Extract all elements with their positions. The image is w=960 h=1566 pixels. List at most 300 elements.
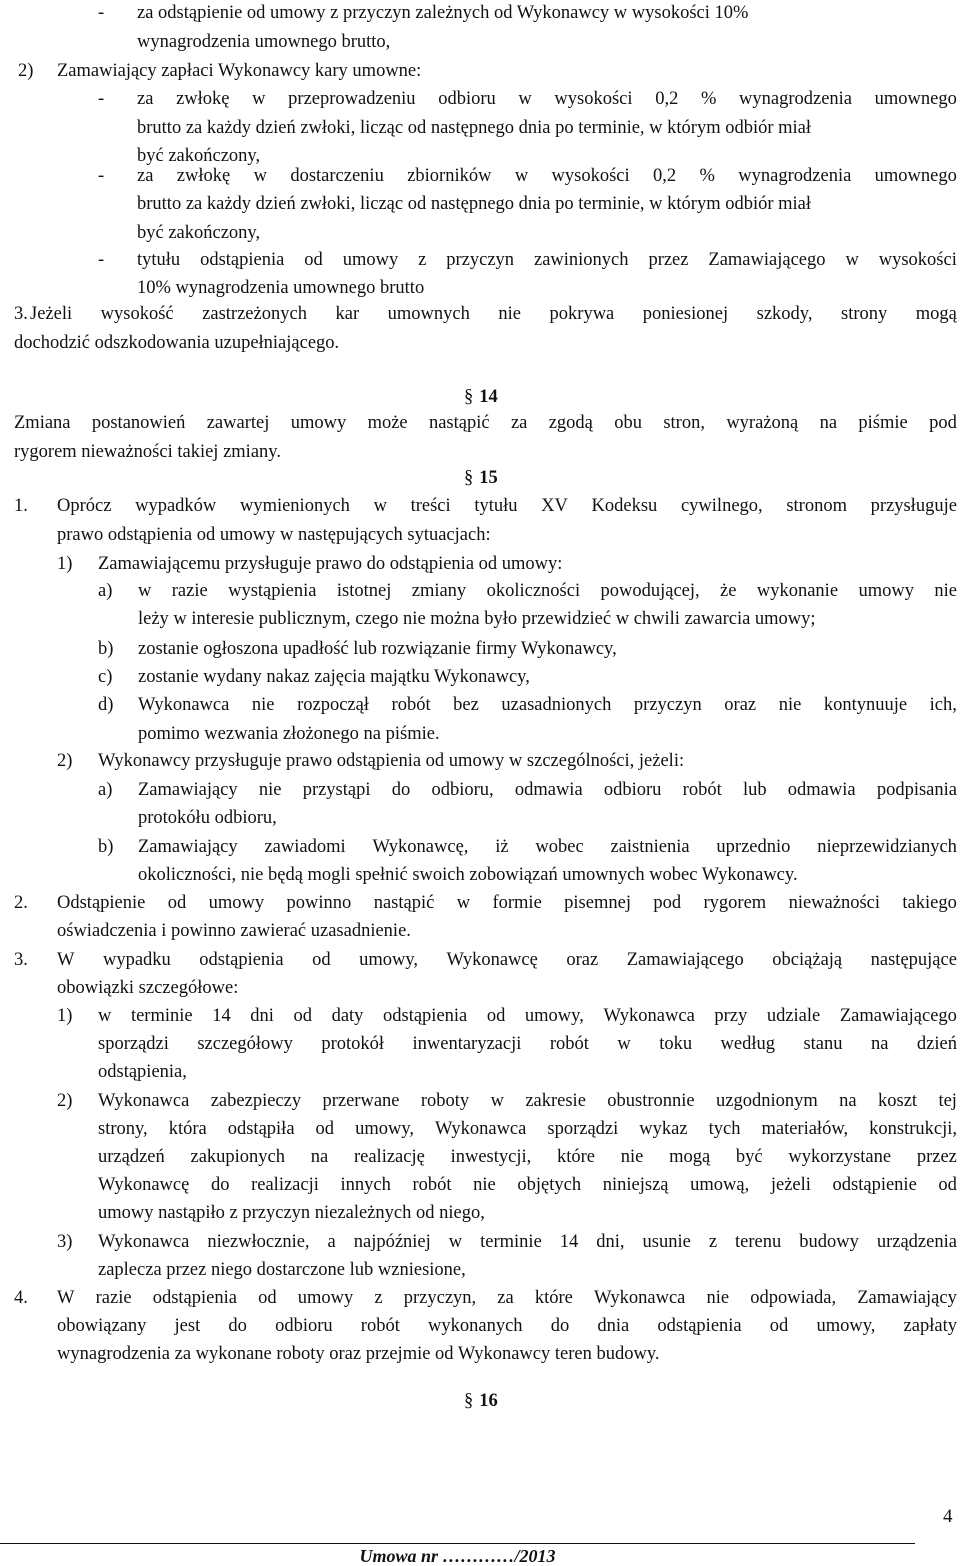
word: zakresie (525, 1091, 586, 1111)
word: wysokości (551, 166, 630, 186)
word: odbioru, (431, 780, 494, 800)
text-line: Wykonawcy przysługuje prawo odstąpienia od umowy w szczególności, jeżeli: (98, 751, 685, 771)
word: robót (412, 1175, 452, 1195)
word: uzgodnionym (716, 1091, 818, 1111)
word: nie (251, 695, 275, 715)
text-line: Zamawiającemu przysługuje prawo do odstąpienia od umowy: (98, 554, 563, 574)
word: poniesionej (642, 304, 729, 324)
word: daty (331, 1006, 364, 1026)
word: według (720, 1034, 775, 1054)
word: zwłokę (176, 166, 231, 186)
word: Wykonawca (138, 695, 230, 715)
text-line: leży w interesie publicznym, czego nie można było przewidzieć w chwili zawarcia umowy; (138, 609, 816, 629)
word: stron, (663, 413, 705, 433)
text-line: brutto za każdy dzień zwłoki, licząc od następnego dnia po terminie, w którym odbiór miał (137, 194, 812, 214)
word: zmiany (411, 581, 467, 601)
word: XV (541, 496, 568, 516)
text-line: 10% wynagrodzenia umownego brutto (137, 278, 425, 298)
word: obciążają (772, 950, 843, 970)
word: uprzednio (716, 837, 791, 857)
word: a (327, 1232, 336, 1252)
word: nieprzewidzianych (817, 837, 957, 857)
word: zwłokę (176, 89, 230, 109)
section-number: 16 (479, 1391, 498, 1411)
text-line (137, 251, 957, 270)
word: od (304, 250, 323, 270)
word: objętych (517, 1175, 582, 1195)
list-marker: 2. (14, 893, 28, 913)
word: za (137, 89, 154, 109)
text-line (98, 1176, 957, 1195)
text-line: okoliczności, nie będą mogli spełnić swoich zobowiązań umownych wobec Wykonawcy. (138, 865, 798, 885)
word: dni, (596, 1232, 625, 1252)
word: Zamawiającego (708, 250, 826, 270)
word: zbiorników (407, 166, 492, 186)
word: z (374, 1288, 383, 1308)
word: wykonanych (428, 1316, 523, 1336)
word: Zamawiający (138, 837, 238, 857)
word: okoliczności (486, 581, 581, 601)
word: nie (473, 1175, 496, 1195)
word: konstrukcji, (869, 1119, 957, 1139)
word: za (510, 413, 528, 433)
word: Wykonawcę (98, 1175, 190, 1195)
word: umowy (208, 893, 265, 913)
word: inwentaryzacji (412, 1034, 522, 1054)
word: umowy, (524, 1006, 584, 1026)
word: w (252, 89, 266, 109)
word: obu (614, 413, 642, 433)
word: najpóźniej (353, 1232, 431, 1252)
word: Wykonawca (603, 1006, 695, 1026)
word: od (167, 893, 187, 913)
text-line (137, 167, 957, 186)
word: odmawia (514, 780, 583, 800)
word: umową, (690, 1175, 750, 1195)
word: szkody, (756, 304, 813, 324)
text-line (57, 1289, 957, 1308)
text-line (138, 838, 957, 857)
word: na (839, 1091, 857, 1111)
section-symbol: § (464, 387, 474, 407)
text-line: rygorem nieważności takiej zmiany. (14, 442, 281, 462)
word: % (700, 89, 717, 109)
text-line: brutto za każdy dzień zwłoki, licząc od następnego dnia po terminie, w którym odbiór miał (137, 118, 812, 138)
word: obustronnie (607, 1091, 695, 1111)
word: niniejszą (602, 1175, 669, 1195)
word: koszt (878, 1091, 918, 1111)
word: jest (174, 1316, 201, 1336)
word: kontynuuje (823, 695, 908, 715)
text-line: zaplecza przez niego dostarczone lub wzniesione, (98, 1260, 466, 1280)
word: pod (653, 893, 682, 913)
text-line (98, 1233, 957, 1252)
section-heading (464, 1392, 498, 1411)
word: umownego (874, 166, 957, 186)
word: odstąpienia (199, 950, 284, 970)
word: umownego (874, 89, 957, 109)
word: wysokości (554, 89, 633, 109)
word: bez (453, 695, 479, 715)
word: na (819, 413, 838, 433)
word: powodującej, (600, 581, 700, 601)
word: odstąpienia (657, 1316, 742, 1336)
word: od (486, 1006, 506, 1026)
word: od (769, 1316, 789, 1336)
word: umowy (290, 413, 347, 433)
word: urządzeń (98, 1147, 165, 1167)
section-number: 15 (479, 468, 498, 488)
word: urządzenia (876, 1232, 957, 1252)
text-line: protokółu odbioru, (138, 808, 277, 828)
word: od (293, 1006, 312, 1026)
word: budowy (799, 1232, 859, 1252)
word: wysokości (878, 250, 957, 270)
word: w (514, 166, 529, 186)
word: materiałów, (761, 1119, 849, 1139)
word: udziale (766, 1006, 821, 1026)
word: wykaz (639, 1119, 688, 1139)
list-marker: 3. (14, 950, 28, 970)
word: przerwane (322, 1091, 400, 1111)
list-marker: 1) (57, 554, 73, 574)
word: wykorzystane (788, 1147, 892, 1167)
word: Wykonawcę, (372, 837, 469, 857)
word: Wykonawca (435, 1119, 527, 1139)
word: postanowień (91, 413, 186, 433)
list-marker: 3. (14, 304, 28, 324)
word: Odstąpienie (57, 893, 146, 913)
text-line: być zakończony, (137, 223, 261, 243)
word: przysługuje (870, 496, 957, 516)
word: obowiązany (57, 1316, 147, 1336)
word: tej (938, 1091, 957, 1111)
word: tych (708, 1119, 741, 1139)
word: w (456, 893, 471, 913)
word: protokół (321, 1034, 385, 1054)
word: że (720, 581, 737, 601)
word: oraz (566, 950, 599, 970)
list-marker: c) (98, 667, 113, 687)
word: istotnej (336, 581, 392, 601)
word: odmawia (787, 780, 856, 800)
word: stronom (786, 496, 847, 516)
list-marker: d) (98, 695, 114, 715)
word: na (310, 1147, 329, 1167)
text-line: pomimo wezwania złożonego na piśmie. (138, 724, 440, 744)
word: toku (659, 1034, 693, 1054)
word: które (556, 1147, 595, 1167)
word: przez (916, 1147, 957, 1167)
word: odstąpienia (383, 1006, 468, 1026)
word: umownych (387, 304, 470, 324)
list-marker: 2) (18, 61, 34, 81)
word: do (550, 1316, 570, 1336)
text-line (138, 781, 957, 800)
word: nie (934, 581, 957, 601)
word: być (735, 1147, 763, 1167)
word: przy (714, 1006, 748, 1026)
section-symbol: § (464, 468, 474, 488)
word: w (138, 581, 152, 601)
text-line: wynagrodzenia za wykonane roboty oraz przejmie od Wykonawcy teren budowy. (57, 1344, 660, 1364)
text-line: wynagrodzenia umownego brutto, (137, 32, 391, 52)
list-marker: - (98, 166, 105, 186)
word: realizację (353, 1147, 425, 1167)
word: wynagrodzenia (738, 166, 852, 186)
word: w (845, 250, 859, 270)
word: realizacji (251, 1175, 319, 1195)
word: zawartej (206, 413, 270, 433)
word: iż (495, 837, 509, 857)
list-marker: 4. (14, 1288, 28, 1308)
word: w (373, 496, 387, 516)
word: przystąpi (302, 780, 371, 800)
word: z (708, 1232, 718, 1252)
word: zgodą (548, 413, 593, 433)
word: Wykonawca (594, 1288, 686, 1308)
section-number: 14 (479, 387, 498, 407)
word: przyczyn (633, 695, 702, 715)
word: robót (682, 780, 722, 800)
footer-rule (0, 1543, 915, 1544)
word: oraz (724, 695, 757, 715)
word: robót (549, 1034, 589, 1054)
word: powinno (286, 893, 352, 913)
word: Kodeksu (591, 496, 658, 516)
word: wypadku (102, 950, 171, 970)
text-line (98, 1035, 957, 1054)
word: wypadków (135, 496, 217, 516)
list-marker: a) (98, 581, 113, 601)
word: stanu (803, 1034, 843, 1054)
word: cywilnego, (680, 496, 763, 516)
word: wykonanie (756, 581, 839, 601)
word: szczegółowy (197, 1034, 293, 1054)
word: dni (250, 1006, 274, 1026)
word: wysokość (100, 304, 174, 324)
word: roboty (420, 1091, 470, 1111)
word: inwestycji, (450, 1147, 532, 1167)
word: od (315, 1119, 335, 1139)
word: odbioru (438, 89, 496, 109)
word: rygorem (703, 893, 767, 913)
list-marker: - (98, 89, 105, 109)
text-line (98, 1120, 957, 1139)
list-marker: 2) (57, 751, 73, 771)
word: Wykonawcę (446, 950, 538, 970)
word: usunie (642, 1232, 691, 1252)
list-marker: 3) (57, 1232, 73, 1252)
word: na (870, 1034, 889, 1054)
word: strony (841, 304, 888, 324)
text-line (98, 1007, 957, 1026)
word: może (367, 413, 408, 433)
word: w (98, 1006, 112, 1026)
word: nastąpić (373, 893, 435, 913)
word: rozpoczął (297, 695, 369, 715)
section-heading (464, 469, 498, 488)
word: w (490, 1091, 504, 1111)
list-marker: - (98, 3, 105, 23)
word: wymienionych (239, 496, 350, 516)
word: od (312, 950, 331, 970)
word: W (57, 950, 75, 970)
word: Wykonawca (98, 1232, 190, 1252)
word: następujące (870, 950, 957, 970)
word: wystąpienia (228, 581, 317, 601)
word: nieważności (788, 893, 881, 913)
word: Zmiana (14, 413, 71, 433)
text-line (98, 1092, 957, 1111)
text-line: obowiązki szczegółowe: (57, 978, 239, 998)
list-marker: b) (98, 639, 114, 659)
word: Jeżeli (30, 304, 73, 324)
word: sporządzi (98, 1034, 169, 1054)
word: Zamawiający (138, 780, 238, 800)
word: zawinionych (533, 250, 629, 270)
word: razie (171, 581, 208, 601)
word: nie (706, 1288, 730, 1308)
word: wyrażoną (726, 413, 799, 433)
word: takiego (902, 893, 957, 913)
word: odstąpiła (227, 1119, 295, 1139)
word: terminie (480, 1232, 542, 1252)
section-heading (464, 388, 498, 407)
word: przeprowadzeniu (288, 89, 416, 109)
word: do (391, 780, 411, 800)
word: od (258, 1288, 277, 1308)
word: od (938, 1175, 957, 1195)
word: przyczyn (446, 250, 515, 270)
word: do (228, 1316, 247, 1336)
text-line: zostanie wydany nakaz zajęcia majątku Wykonawcy, (138, 667, 530, 687)
text-line (30, 305, 957, 324)
word: Wykonawca (98, 1091, 190, 1111)
text-line (98, 1148, 957, 1167)
text-line: być zakończony, (137, 146, 261, 166)
word: pod (929, 413, 957, 433)
word: razie (95, 1288, 132, 1308)
word: dnia (597, 1316, 630, 1336)
footer-text: Umowa nr …………/2013 (359, 1546, 556, 1566)
word: odstąpienie (832, 1175, 917, 1195)
page-number: 4 (943, 1506, 953, 1527)
word: pisemnej (564, 893, 631, 913)
word: kar (335, 304, 360, 324)
word: terminie (130, 1006, 193, 1026)
word: odpowiada, (750, 1288, 837, 1308)
text-line: odstąpienia, (98, 1062, 187, 1082)
word: odbioru (603, 780, 662, 800)
word: nie (258, 780, 282, 800)
word: treści (410, 496, 451, 516)
word: umowy (858, 581, 914, 601)
word: 14 (559, 1232, 579, 1252)
list-marker: a) (98, 780, 113, 800)
word: robót (360, 1316, 400, 1336)
word: niezwłocznie, (207, 1232, 310, 1252)
word: Zamawiający (857, 1288, 957, 1308)
word: Zamawiającego (839, 1006, 957, 1026)
word: jeżeli (770, 1175, 811, 1195)
text-line (14, 414, 957, 433)
word: pokrywa (549, 304, 615, 324)
text-line (57, 1317, 957, 1336)
word: w (617, 1034, 631, 1054)
word: ich, (929, 695, 957, 715)
list-marker: - (98, 250, 105, 270)
word: w (448, 1232, 463, 1252)
text-line: zostanie ogłoszona upadłość lub rozwiązanie firmy Wykonawcy, (138, 639, 617, 659)
word: która (168, 1119, 207, 1139)
word: formie (492, 893, 542, 913)
text-line (57, 951, 957, 970)
word: przyczyn, (403, 1288, 477, 1308)
text-line: prawo odstąpienia od umowy w następujących sytuacjach: (57, 525, 491, 545)
word: lub (742, 780, 767, 800)
text-line (57, 894, 957, 913)
word: nie (498, 304, 521, 324)
word: odbioru (275, 1316, 333, 1336)
word: sporządzi (547, 1119, 619, 1139)
word: do (210, 1175, 230, 1195)
word: tytułu (474, 496, 518, 516)
word: zaistnienia (610, 837, 690, 857)
word: w (518, 89, 532, 109)
text-line (57, 497, 957, 516)
list-marker: 1) (57, 1006, 73, 1026)
word: odstąpienia (200, 250, 285, 270)
word: podpisania (876, 780, 957, 800)
word: zastrzeżonych (202, 304, 307, 324)
word: Oprócz (57, 496, 112, 516)
word: mogą (669, 1147, 711, 1167)
text-line: oświadczenia i powinno zawierać uzasadnienie. (57, 921, 411, 941)
text-line: umowy nastąpiło z przyczyn niezależnych od niego, (98, 1203, 485, 1223)
word: zakupionych (190, 1147, 286, 1167)
word: terenu (735, 1232, 782, 1252)
word: mogą (915, 304, 957, 324)
word: nastąpić (428, 413, 490, 433)
word: innych (340, 1175, 391, 1195)
word: za (137, 166, 154, 186)
text-line (137, 90, 957, 109)
text-line: Zamawiający zapłaci Wykonawcy kary umowne: (57, 61, 422, 81)
word: zapłaty (903, 1316, 957, 1336)
word: 0,2 (655, 89, 679, 109)
word: 0,2 (653, 166, 677, 186)
word: % (699, 166, 715, 186)
word: przez (648, 250, 689, 270)
word: robót (391, 695, 431, 715)
list-marker: 1. (14, 496, 28, 516)
word: umowy (342, 250, 399, 270)
word: strony, (98, 1119, 148, 1139)
word: Zamawiającego (626, 950, 744, 970)
word: umowy, (816, 1316, 876, 1336)
word: dostarczeniu (290, 166, 384, 186)
word: tytułu (137, 250, 181, 270)
section-symbol: § (464, 1391, 474, 1411)
word: uzasadnionych (501, 695, 612, 715)
word: wobec (535, 837, 584, 857)
word: umowy, (359, 950, 418, 970)
word: umowy (297, 1288, 354, 1308)
word: wynagrodzenia (739, 89, 853, 109)
word: 14 (212, 1006, 231, 1026)
word: zawiadomi (264, 837, 346, 857)
